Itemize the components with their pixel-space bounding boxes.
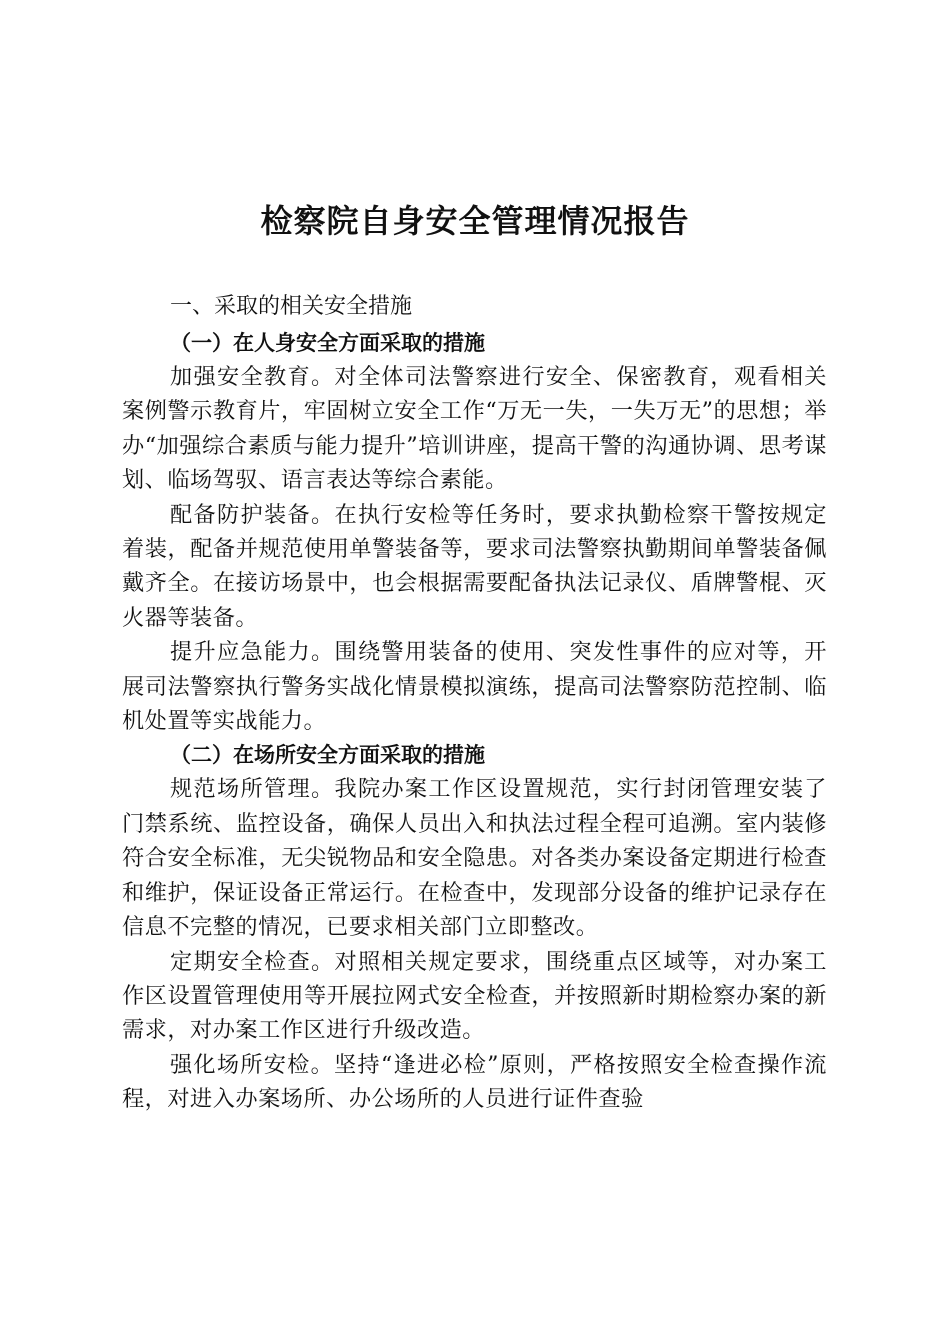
section-heading: 一、采取的相关安全措施 — [170, 294, 413, 319]
paragraph: 配备防护装备。在执行安检等任务时，要求执勤检察干警按规定着装，配备并规范使用单警装备等，要求司法警察执勤期间单警装备佩戴齐全。在接访场景中，也会根据需要配备执法记录仪、盾牌警棍、灭火器等装备。 — [122, 501, 827, 631]
document-title: 检察院自身安全管理情况报告 — [260, 202, 690, 240]
paragraph: 规范场所管理。我院办案工作区设置规范，实行封闭管理安装了门禁系统、监控设备，确保人员出入和执法过程全程可追溯。室内装修符合安全标准，无尖锐物品和安全隐患。对各类办案设备定期进行检查和维护，保证设备正常运行。在检查中，发现部分设备的维护记录存在信息不完整的情况，已要求相关部门立即整改。 — [122, 776, 827, 941]
paragraph: 强化场所安检。坚持“逢进必检”原则，严格按照安全检查操作流程，对进入办案场所、办公场所的人员进行证件查验 — [122, 1051, 827, 1113]
paragraph: 定期安全检查。对照相关规定要求，围绕重点区域等，对办案工作区设置管理使用等开展拉网式安全检查，并按照新时期检察办案的新需求，对办案工作区进行升级改造。 — [122, 948, 827, 1044]
paragraph: 加强安全教育。对全体司法警察进行安全、保密教育，观看相关案例警示教育片，牢固树立安全工作“万无一失，一失万无”的思想；举办“加强综合素质与能力提升”培训讲座，提高干警的沟通协调、思考谋划、临场驾驭、语言表达等综合素能。 — [122, 364, 827, 494]
paragraph: 提升应急能力。围绕警用装备的使用、突发性事件的应对等，开展司法警察执行警务实战化情景模拟演练，提高司法警察防范控制、临机处置等实战能力。 — [122, 639, 827, 735]
subsection-heading: （一）在人身安全方面采取的措施 — [170, 330, 485, 355]
subsection-heading: （二）在场所安全方面采取的措施 — [170, 742, 485, 768]
document-body — [122, 288, 827, 1117]
